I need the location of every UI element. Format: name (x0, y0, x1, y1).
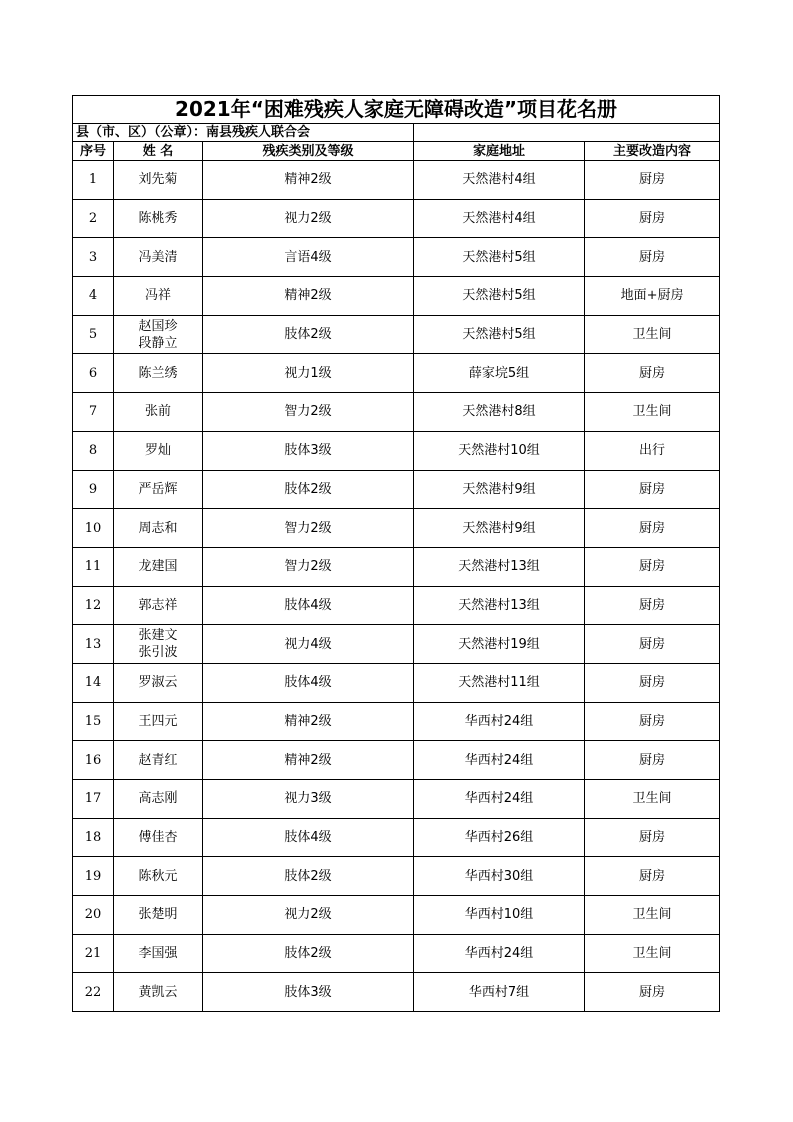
row-name-cell (114, 934, 203, 973)
row-name-cell (114, 547, 203, 586)
row-address: 天然港村8组 (414, 393, 585, 432)
row-category: 精神2级 (203, 741, 414, 780)
row-category: 肢体2级 (203, 857, 414, 896)
page-title: 2021年“困难残疾人家庭无障碍改造”项目花名册 (73, 96, 720, 124)
table-row (73, 354, 720, 393)
row-seq: 18 (73, 818, 114, 857)
row-category: 视力1级 (203, 354, 414, 393)
row-seq: 2 (73, 199, 114, 238)
row-name: 赵青红 (138, 752, 178, 768)
table-row (73, 934, 720, 973)
row-name-cell (114, 625, 203, 664)
row-address: 天然港村13组 (414, 547, 585, 586)
row-address: 天然港村5组 (414, 315, 585, 354)
row-name: 陈秋元 (138, 868, 178, 884)
row-name-cell (114, 780, 203, 819)
row-category: 精神2级 (203, 277, 414, 316)
row-address: 天然港村5组 (414, 238, 585, 277)
row-address: 华西村7组 (414, 973, 585, 1012)
row-name-cell (114, 663, 203, 702)
row-seq: 7 (73, 393, 114, 432)
row-name-cell (114, 199, 203, 238)
row-seq: 16 (73, 741, 114, 780)
row-name-cell (114, 509, 203, 548)
row-name-cell (114, 277, 203, 316)
table-row (73, 818, 720, 857)
row-address: 天然港村4组 (414, 199, 585, 238)
row-content: 厨房 (585, 547, 720, 586)
row-category: 肢体4级 (203, 586, 414, 625)
row-content: 厨房 (585, 354, 720, 393)
row-name-cell (114, 702, 203, 741)
row-content: 厨房 (585, 238, 720, 277)
table-row (73, 896, 720, 935)
header-seq: 序号 (73, 142, 114, 161)
row-address: 薛家垸5组 (414, 354, 585, 393)
row-name: 黄凯云 (138, 984, 178, 1000)
row-name-cell (114, 818, 203, 857)
row-content: 厨房 (585, 625, 720, 664)
county-label: 县（市、区）（公章）：南县残疾人联合会 (73, 124, 414, 142)
row-seq: 19 (73, 857, 114, 896)
row-category: 精神2级 (203, 161, 414, 200)
table-row (73, 199, 720, 238)
row-seq: 15 (73, 702, 114, 741)
row-category: 肢体3级 (203, 431, 414, 470)
table-row (73, 509, 720, 548)
row-seq: 20 (73, 896, 114, 935)
county-blank-cell (414, 124, 720, 142)
row-name: 高志刚 (138, 791, 178, 807)
row-content: 地面+厨房 (585, 277, 720, 316)
row-seq: 10 (73, 509, 114, 548)
row-content: 出行 (585, 431, 720, 470)
row-address: 天然港村10组 (414, 431, 585, 470)
row-name-cell (114, 896, 203, 935)
row-address: 华西村10组 (414, 896, 585, 935)
row-name-cell (114, 586, 203, 625)
row-content: 厨房 (585, 586, 720, 625)
table-row (73, 702, 720, 741)
row-name: 罗淑云 (138, 675, 178, 691)
row-address: 天然港村9组 (414, 509, 585, 548)
row-category: 视力2级 (203, 896, 414, 935)
row-content: 厨房 (585, 741, 720, 780)
row-content: 卫生间 (585, 393, 720, 432)
table-row (73, 393, 720, 432)
row-address: 华西村24组 (414, 702, 585, 741)
row-category: 视力4级 (203, 625, 414, 664)
row-address: 天然港村5组 (414, 277, 585, 316)
row-category: 肢体2级 (203, 470, 414, 509)
row-content: 厨房 (585, 509, 720, 548)
row-name: 刘先菊 (138, 172, 178, 188)
table-row (73, 741, 720, 780)
table-row (73, 238, 720, 277)
row-address: 华西村24组 (414, 741, 585, 780)
row-category: 言语4级 (203, 238, 414, 277)
county-row (73, 124, 720, 142)
row-seq: 8 (73, 431, 114, 470)
row-category: 肢体2级 (203, 315, 414, 354)
row-address: 天然港村4组 (414, 161, 585, 200)
row-category: 肢体4级 (203, 818, 414, 857)
row-content: 卫生间 (585, 315, 720, 354)
row-name: 傅佳杏 (138, 830, 178, 846)
row-content: 厨房 (585, 663, 720, 702)
table-row (73, 315, 720, 354)
row-content: 厨房 (585, 161, 720, 200)
table-row (73, 857, 720, 896)
row-seq: 22 (73, 973, 114, 1012)
row-address: 华西村30组 (414, 857, 585, 896)
row-category: 智力2级 (203, 509, 414, 548)
row-name-cell (114, 393, 203, 432)
row-name: 赵国珍 (138, 318, 178, 334)
row-category: 视力3级 (203, 780, 414, 819)
row-address: 天然港村11组 (414, 663, 585, 702)
row-category: 智力2级 (203, 393, 414, 432)
row-name: 李国强 (138, 946, 178, 962)
table-row (73, 547, 720, 586)
row-seq: 9 (73, 470, 114, 509)
table-row (73, 277, 720, 316)
row-name: 张建文 (138, 628, 178, 644)
row-name: 张楚明 (138, 907, 178, 923)
row-name-cell (114, 470, 203, 509)
row-content: 卫生间 (585, 896, 720, 935)
table-row (73, 161, 720, 200)
title-row (73, 96, 720, 124)
row-category: 肢体4级 (203, 663, 414, 702)
row-name: 张前 (144, 404, 171, 420)
row-address: 华西村24组 (414, 934, 585, 973)
roster-table (72, 95, 720, 1012)
row-seq: 4 (73, 277, 114, 316)
row-name-cell (114, 354, 203, 393)
row-name: 严岳辉 (138, 481, 178, 497)
row-name: 王四元 (138, 713, 178, 729)
row-name-cell (114, 973, 203, 1012)
row-seq: 13 (73, 625, 114, 664)
row-name: 周志和 (138, 520, 178, 536)
row-content: 厨房 (585, 818, 720, 857)
header-category: 残疾类别及等级 (203, 142, 414, 161)
row-category: 智力2级 (203, 547, 414, 586)
row-content: 厨房 (585, 973, 720, 1012)
table-row (73, 470, 720, 509)
row-name: 冯美清 (138, 249, 178, 265)
row-content: 厨房 (585, 470, 720, 509)
row-name: 张引波 (138, 645, 178, 661)
row-name-cell (114, 857, 203, 896)
table-row (73, 780, 720, 819)
header-content: 主要改造内容 (585, 142, 720, 161)
row-content: 厨房 (585, 199, 720, 238)
row-address: 天然港村9组 (414, 470, 585, 509)
row-address: 天然港村13组 (414, 586, 585, 625)
header-name: 姓 名 (114, 142, 203, 161)
table-row (73, 625, 720, 664)
header-row (73, 142, 720, 161)
table-row (73, 431, 720, 470)
row-seq: 6 (73, 354, 114, 393)
row-seq: 12 (73, 586, 114, 625)
row-seq: 1 (73, 161, 114, 200)
row-name: 段静立 (138, 335, 178, 351)
row-address: 华西村26组 (414, 818, 585, 857)
row-address: 天然港村19组 (414, 625, 585, 664)
row-category: 视力2级 (203, 199, 414, 238)
table-row (73, 586, 720, 625)
row-content: 卫生间 (585, 780, 720, 819)
row-name: 郭志祥 (138, 597, 178, 613)
row-content: 厨房 (585, 702, 720, 741)
row-seq: 17 (73, 780, 114, 819)
row-name: 冯祥 (144, 288, 171, 304)
row-name-cell (114, 315, 203, 354)
row-name-cell (114, 431, 203, 470)
row-name-cell (114, 161, 203, 200)
header-address: 家庭地址 (414, 142, 585, 161)
row-name-cell (114, 238, 203, 277)
row-seq: 14 (73, 663, 114, 702)
row-name: 罗灿 (144, 443, 171, 459)
row-category: 肢体2级 (203, 934, 414, 973)
row-name: 陈兰绣 (138, 365, 178, 381)
row-seq: 3 (73, 238, 114, 277)
row-name-cell (114, 741, 203, 780)
row-category: 精神2级 (203, 702, 414, 741)
row-name: 陈桃秀 (138, 211, 178, 227)
row-content: 卫生间 (585, 934, 720, 973)
row-content: 厨房 (585, 857, 720, 896)
row-address: 华西村24组 (414, 780, 585, 819)
row-seq: 5 (73, 315, 114, 354)
row-seq: 11 (73, 547, 114, 586)
table-row (73, 973, 720, 1012)
table-row (73, 663, 720, 702)
row-name: 龙建国 (138, 559, 178, 575)
row-category: 肢体3级 (203, 973, 414, 1012)
row-seq: 21 (73, 934, 114, 973)
